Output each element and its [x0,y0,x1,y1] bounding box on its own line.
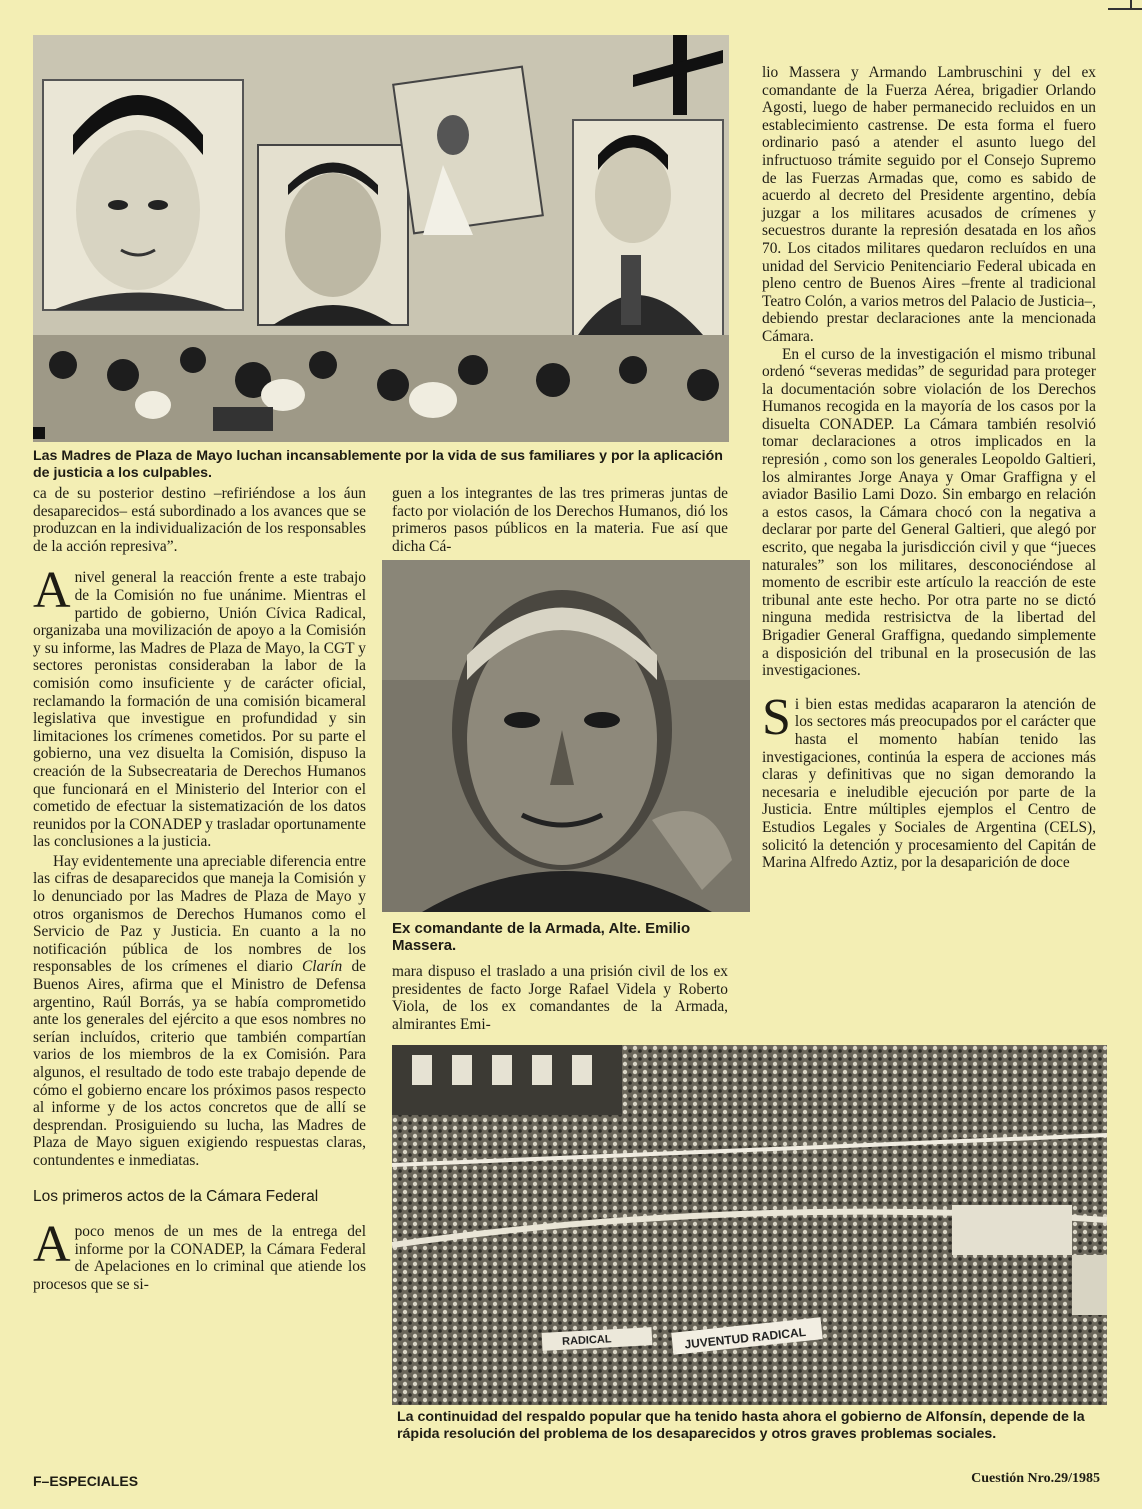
section-subhead: Los primeros actos de la Cámara Federal [33,1187,319,1205]
footer-section-label: F–ESPECIALES [33,1473,139,1489]
col1-para-2: Anivel general la reacción frente a este trabajo de la Comisión no fue unánime. Mientras el partido de gobierno, Unión Cívica Radical, organizaba una movilización de apoyo a la Comisión y su informe, las Madres de Plaza de Mayo, la CGT y sectores peronistas consideraban la labor de la comisión como insuficiente y de carácter oficial, reclamando la formación de una comisión bicameral legislativa que investigue en profundidad y sin limitaciones los crímenes cometidos. Por su parte el gobierno, una vez disuelta la Comisión, dispuso la creación de la Subsecreataria de Derechos Humanos que funcionará en el Ministerio del Interior con el cometido de efectuar la sistematización de los datos reunidos por la CONADEP y trasladar oportunamente las conclusiones a la justicia. [33,562,366,851]
corner-mark [1108,8,1142,10]
col3-para-3: Si bien estas medidas acapararon la atención de los sectores más preocupados por el carácter que hasta el momento habían tenido las investigaciones, continúa la espera de acciones más claras y definitivas que no sigan demorando la necesaria e ineludible ejecución por parte de la Justicia. Entre múltiples ejemplos el Centro de Estudios Legales y Sociales de Argentina (CELS), solicitó la detención y procesamiento del Capitán de Marina Alfredo Aztiz, por la desaparición de doce [762,688,1096,872]
massera-portrait [382,560,750,912]
massera-portrait-art [382,560,750,912]
madres-photo-art [33,35,729,442]
column-3 [762,64,1096,872]
col3-para-2: En el curso de la investigación el mismo tribunal ordenó “severas medidas” de seguridad para proteger la documentación sobre violación de los Derechos Humanos recogida en la mayoría de los casos por la disuelta CONADEP. La Cámara también resolvió tomar declaraciones a otros implicados en la represión , como son los generales Leopoldo Galtieri, los almirantes Jorge Anaya y Omar Graffigna y el aviador Basilio Lami Dozo. Sin embargo en relación a estos casos, la Cámara chocó con la negativa a declarar por parte del General Galtieri, que alegó por escrito, que negaba la jurisdicción civil y que “jueces naturales” son los militares, desconociéndose al momento de escribir este artículo la reacción de este tribunal ante este hecho. Por otra parte no se dictó ninguna medida restrisictva de la libertad del Brigadier General Graffigna, quedando simplemente a disposición del tribunal en la prosecusión de las investigaciones. [762,345,1096,680]
footer-issue-label: Cuestión Nro.29/1985 [971,1471,1100,1486]
madres-photo [33,35,729,442]
crowd-caption: La continuidad del respaldo popular que ha tenido hasta ahora el gobierno de Alfonsín, depende de la rápida resolución del problema de los desaparecidos y otros graves problemas sociales. [397,1409,1085,1442]
col2-para-2: mara dispuso el traslado a una prisión civil de los ex presidentes de facto Jorge Rafael Videla y Roberto Viola, de los ex comandantes de la Armada, almirantes Emi- [392,963,728,1033]
col2-para-1: guen a los integrantes de las tres primeras juntas de facto por violación de los Derechos Humanos, dió los primeros pasos públicos en la materia. Fue así que dicha Cá- [392,485,728,555]
column-1 [33,485,366,1294]
banner-text-radical: RADICAL [561,1333,612,1348]
column-2-bottom [392,963,728,1033]
drop-cap-a-2: A [33,1216,71,1274]
crowd-photo [392,1045,1107,1405]
madres-photo-caption: Las Madres de Plaza de Mayo luchan incansablemente por la vida de sus familiares y por la aplicación de justicia a los culpables. [33,448,723,481]
banner-text-juventud: JUVENTUD RADICAL [683,1324,807,1352]
corner-mark-tick [1130,0,1132,10]
col1-para-1: ca de su posterior destino –refiriéndose a los áun desaparecidos– está subordinado a los avances que se produzcan en la individualización de los responsables de la acción represiva”. [33,485,366,555]
drop-cap-a: A [33,562,71,620]
crowd-photo-art [392,1045,1107,1405]
column-2-top [392,485,728,555]
massera-caption: Ex comandante de la Armada, Alte. Emilio Massera. [392,920,691,954]
col1-para-3: Hay evidentemente una apreciable diferencia entre las cifras de desaparecidos que maneja la Comisión y lo denunciado por las Madres de Plaza de Mayo y otros organismos de Derechos Humanos como el Servicio de Paz y Justicia. En cuanto a la no notificación pública de los nombres de los responsables de los crímenes el diario Clarín de Buenos Aires, afirma que el Ministro de Defensa argentino, Raúl Borrás, ya se había comprometido ante los generales del ejército a que esos nombres no serían incluídos, criterio que también compartían varios de los miembros de la ex Comisión. Para algunos, el resultado de todo este trabajo depende de cómo el gobierno encare los próximos pasos respecto al informe y de los actos concretos que de allí se desprendan. Prosiguiendo su lucha, las Madres de Plaza de Mayo siguen exigiendo respuestas claras, contundentes e inmediatas. [33,852,367,1169]
col1-para-4: Apoco menos de un mes de la entrega del informe por la CONADEP, la Cámara Federal de Apelaciones en lo criminal que atiende los procesos que se si- [33,1216,366,1293]
drop-cap-s: S [762,688,791,746]
col3-para-1: lio Massera y Armando Lambruschini y del ex comandante de la Fuerza Aérea, brigadier Orlando Agosti, luego de haber permanecido recluidos en un establecimiento castrense. De esta forma el fuero ordinario pasó a atender el asunto luego del infructuoso trámite seguido por el Consejo Supremo de las Fuerzas Armadas que, como es sabido de acuerdo al decreto del Presidente argentino, debía juzgar a los militares acusados de crímenes y secuestros durante la represión desatada en los años 70. Los citados militares quedaron recluídos en una unidad del Servicio Penitenciario Federal ubicada en pleno centro de Buenos Aires –frente al tradicional Teatro Colón, a varios metros del Palacio de Justicia–, debiendo prestar declaraciones ante la mencionada Cámara. [762,64,1097,345]
